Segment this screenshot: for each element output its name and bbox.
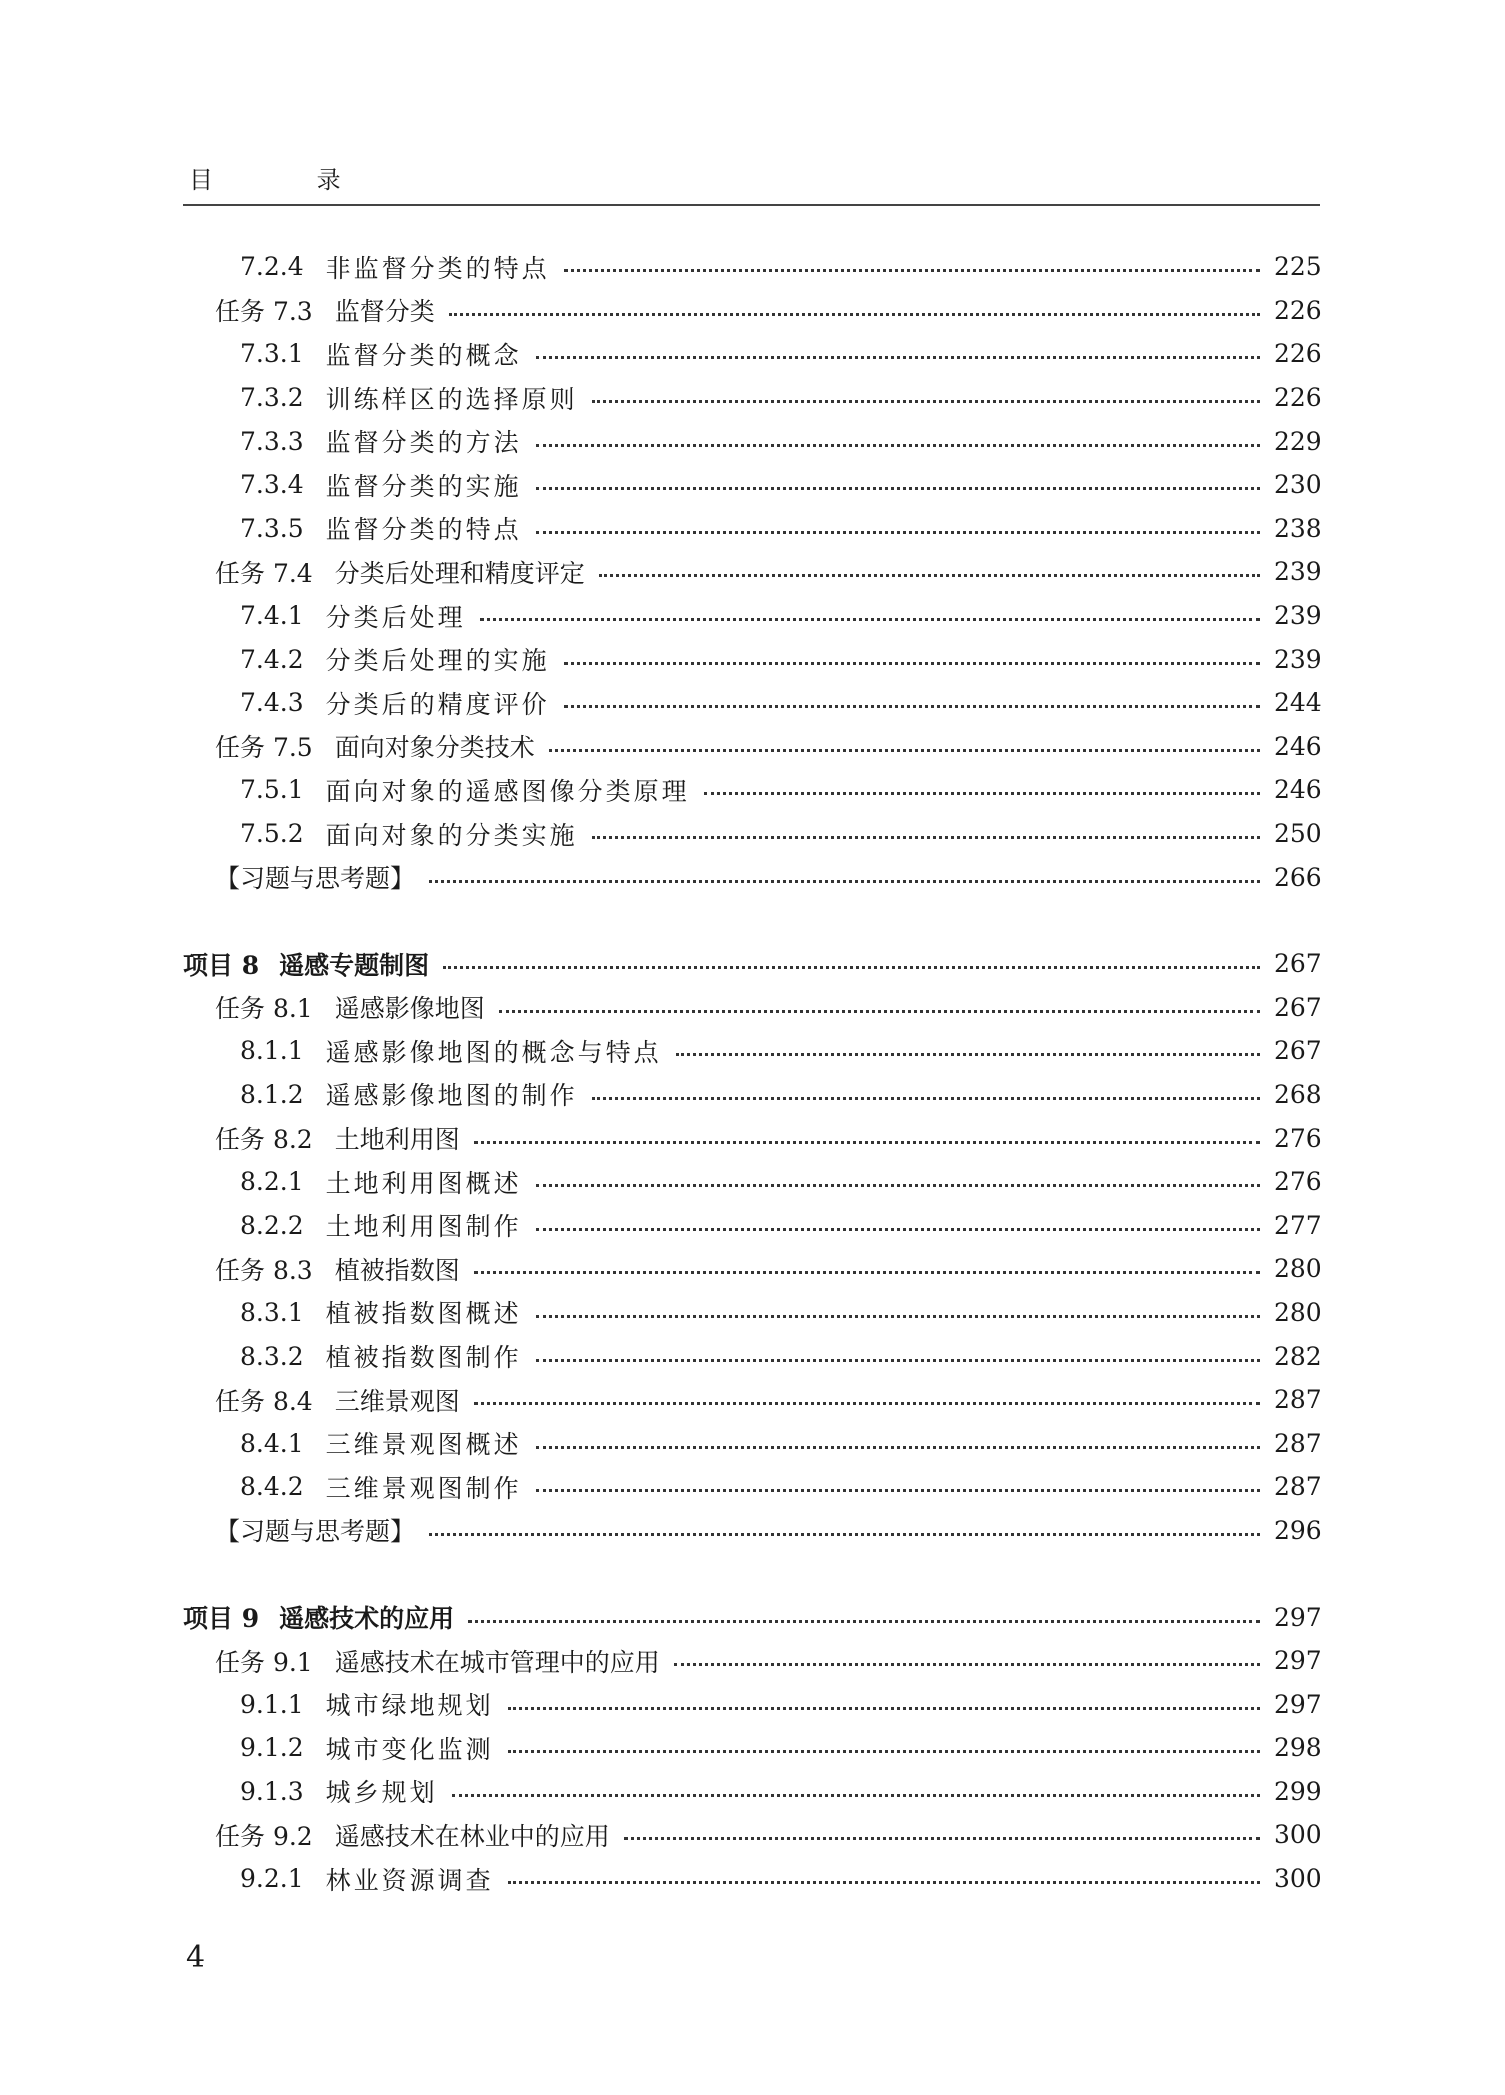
dot-leader (443, 966, 1260, 969)
toc-entry-title: 城乡规划 (325, 1778, 438, 1808)
toc-entry-title: 土地利用图 (334, 1125, 460, 1155)
page-number: 4 (186, 1940, 206, 1975)
toc-entry[interactable] (183, 1116, 1320, 1160)
dot-leader (508, 1750, 1260, 1753)
toc-entry-number: 任务 9.1 (215, 1647, 313, 1677)
toc-entry-title: 植被指数图概述 (325, 1299, 522, 1329)
toc-entry-title: 监督分类的实施 (325, 471, 522, 501)
toc-entry-page: 297 (1274, 1646, 1322, 1676)
toc-entry[interactable] (183, 942, 1320, 986)
dot-leader (508, 1881, 1260, 1884)
dot-leader (536, 356, 1260, 359)
toc-entry-title: 三维景观图制作 (325, 1473, 522, 1503)
toc-entry-page: 226 (1274, 339, 1322, 369)
toc-entry[interactable] (183, 681, 1320, 725)
running-header (183, 160, 1320, 206)
toc-entry-number: 8.1.2 (240, 1079, 304, 1109)
toc-entry-page: 296 (1274, 1515, 1322, 1545)
dot-leader (429, 880, 1260, 883)
dot-leader (536, 1184, 1260, 1187)
toc-entry-title: 遥感影像地图的概念与特点 (325, 1037, 662, 1067)
toc-entry-page: 246 (1274, 731, 1322, 761)
dot-leader (468, 1620, 1260, 1623)
toc-entry-number: 任务 7.5 (215, 733, 313, 763)
toc-entry-page: 276 (1274, 1167, 1322, 1197)
toc-entry[interactable] (183, 1247, 1320, 1291)
toc-entry-page: 297 (1274, 1689, 1322, 1719)
toc-entry[interactable] (183, 289, 1320, 333)
toc-entry-page: 298 (1274, 1733, 1322, 1763)
toc-entry-title: 遥感专题制图 (279, 950, 430, 980)
toc-entry-title: 遥感技术在林业中的应用 (334, 1821, 610, 1851)
toc-entry-number: 7.3.3 (240, 426, 304, 456)
toc-entry[interactable] (183, 1378, 1320, 1422)
toc-entry-number: 8.3.1 (240, 1297, 304, 1327)
toc-entry-title: 土地利用图制作 (325, 1212, 522, 1242)
toc-entry-number: 7.2.4 (240, 252, 304, 282)
toc-entry[interactable] (183, 1813, 1320, 1857)
dot-leader (704, 792, 1260, 795)
toc-entry-page: 229 (1274, 426, 1322, 456)
toc-entry[interactable] (183, 1160, 1320, 1204)
toc-entry[interactable] (183, 245, 1320, 289)
toc-entry-title: 分类后的精度评价 (325, 689, 550, 719)
toc-entry-title: 遥感影像地图的制作 (325, 1081, 578, 1111)
toc-entry[interactable] (183, 463, 1320, 507)
toc-entry-page: 225 (1274, 252, 1322, 282)
toc-entry-title: 遥感技术在城市管理中的应用 (334, 1647, 660, 1677)
toc-entry-number: 任务 8.3 (215, 1255, 313, 1285)
dot-leader (536, 1446, 1260, 1449)
dot-leader (549, 749, 1260, 752)
toc-entry-title: 分类后处理的实施 (325, 646, 550, 676)
dot-leader (624, 1837, 1260, 1840)
toc-entry[interactable] (183, 1639, 1320, 1683)
dot-leader (508, 1707, 1260, 1710)
dot-leader (449, 313, 1260, 316)
toc-entry-page: 267 (1274, 992, 1322, 1022)
toc-entry-number: 8.4.1 (240, 1428, 304, 1458)
toc-entry[interactable] (183, 507, 1320, 551)
dot-leader (536, 1315, 1260, 1318)
toc-entry[interactable] (183, 768, 1320, 812)
toc-entry-number: 7.3.2 (240, 383, 304, 413)
toc-entry-title: 植被指数图制作 (325, 1343, 522, 1373)
toc-entry-title: 监督分类的方法 (325, 428, 522, 458)
toc-entry-number: 任务 9.2 (215, 1821, 313, 1851)
toc-entry[interactable] (183, 637, 1320, 681)
toc-entry-title: 面向对象的遥感图像分类原理 (325, 776, 690, 806)
toc-entry-page: 287 (1274, 1472, 1322, 1502)
dot-leader (474, 1402, 1260, 1405)
toc-entry-page: 276 (1274, 1123, 1322, 1153)
toc-entry-page: 277 (1274, 1210, 1322, 1240)
toc-entry-page: 238 (1274, 513, 1322, 543)
toc-entry-number: 【习题与思考题】 (215, 1517, 416, 1547)
dot-leader (536, 1359, 1260, 1362)
toc-entry-page: 266 (1274, 862, 1322, 892)
toc-entry-number: 任务 7.3 (215, 297, 313, 327)
toc-entry-number: 8.2.1 (240, 1167, 304, 1197)
toc-entry-page: 267 (1274, 1036, 1322, 1066)
toc-entry-title: 面向对象的分类实施 (325, 820, 578, 850)
toc-entry-number: 项目 9 (183, 1604, 260, 1634)
toc-entry-number: 任务 8.4 (215, 1386, 313, 1416)
toc-entry[interactable] (183, 986, 1320, 1030)
toc-entry-title: 分类后处理 (325, 602, 466, 632)
toc-entry-number: 7.3.5 (240, 513, 304, 543)
toc-entry-title: 植被指数图 (334, 1255, 460, 1285)
toc-entry[interactable] (183, 855, 1320, 899)
toc-entry[interactable] (183, 725, 1320, 769)
dot-leader (674, 1663, 1260, 1666)
dot-leader (536, 444, 1260, 447)
toc-entry-page: 239 (1274, 557, 1322, 587)
toc-entry-title: 城市变化监测 (325, 1734, 494, 1764)
toc-entry-number: 7.3.1 (240, 339, 304, 369)
toc-entry-page: 244 (1274, 688, 1322, 718)
toc-entry[interactable] (183, 1509, 1320, 1553)
toc-entry-title: 监督分类的概念 (325, 340, 522, 370)
toc-entry-title: 土地利用图概述 (325, 1168, 522, 1198)
header-title: 目 录 (189, 166, 389, 194)
toc-entry-number: 9.2.1 (240, 1864, 304, 1894)
toc-entry-number: 7.5.1 (240, 775, 304, 805)
dot-leader (564, 269, 1260, 272)
toc-entry[interactable] (183, 1073, 1320, 1117)
dot-leader (480, 618, 1260, 621)
toc-entry-number: 8.4.2 (240, 1472, 304, 1502)
toc-entry[interactable] (183, 594, 1320, 638)
toc-entry[interactable] (183, 1465, 1320, 1509)
toc-entry-page: 267 (1274, 949, 1322, 979)
toc-entry-page: 239 (1274, 644, 1322, 674)
dot-leader (452, 1794, 1260, 1797)
toc-entry-page: 268 (1274, 1079, 1322, 1109)
toc-entry[interactable] (183, 332, 1320, 376)
dot-leader (536, 1489, 1260, 1492)
toc-entry[interactable] (183, 550, 1320, 594)
toc-entry-title: 训练样区的选择原则 (325, 384, 578, 414)
toc-entry-page: 297 (1274, 1602, 1322, 1632)
toc-entry-title: 监督分类 (334, 297, 435, 327)
toc-entry-page: 246 (1274, 775, 1322, 805)
toc-entry-number: 8.2.2 (240, 1210, 304, 1240)
toc-entry-number: 7.4.3 (240, 688, 304, 718)
dot-leader (564, 705, 1260, 708)
toc-entry-number: 7.4.1 (240, 601, 304, 631)
toc-entry-number: 任务 8.1 (215, 994, 313, 1024)
toc-entry-title: 分类后处理和精度评定 (334, 558, 585, 588)
toc-entry[interactable] (183, 812, 1320, 856)
dot-leader (599, 574, 1260, 577)
dot-leader (592, 836, 1260, 839)
toc-entry-number: 8.3.2 (240, 1341, 304, 1371)
toc-entry[interactable] (183, 1029, 1320, 1073)
toc-entry[interactable] (183, 1595, 1320, 1639)
toc-entry[interactable] (183, 1857, 1320, 1901)
toc-entry[interactable] (183, 1203, 1320, 1247)
dot-leader (592, 1097, 1260, 1100)
toc-entry-number: 项目 8 (183, 950, 260, 980)
toc-entry-page: 230 (1274, 470, 1322, 500)
toc-entry[interactable] (183, 1291, 1320, 1335)
toc-entry-number: 9.1.1 (240, 1689, 304, 1719)
toc-entry-title: 遥感技术的应用 (279, 1604, 455, 1634)
toc-entry-title: 面向对象分类技术 (334, 733, 535, 763)
toc-entry-page: 300 (1274, 1864, 1322, 1894)
toc-entry-number: 7.4.2 (240, 644, 304, 674)
toc-entry-page: 287 (1274, 1385, 1322, 1415)
toc-entry-title: 城市绿地规划 (325, 1691, 494, 1721)
toc-entry-page: 299 (1274, 1776, 1322, 1806)
toc-entry-page: 280 (1274, 1297, 1322, 1327)
toc-entry-number: 任务 7.4 (215, 558, 313, 588)
toc-entry-title: 监督分类的特点 (325, 515, 522, 545)
toc-entry[interactable] (183, 1726, 1320, 1770)
toc-entry-page: 287 (1274, 1428, 1322, 1458)
toc-entry[interactable] (183, 1770, 1320, 1814)
dot-leader (592, 400, 1260, 403)
toc-entry-number: 7.5.2 (240, 819, 304, 849)
toc-entry-page: 226 (1274, 295, 1322, 325)
dot-leader (536, 531, 1260, 534)
toc-entry-number: 9.1.3 (240, 1776, 304, 1806)
toc-entry-page: 250 (1274, 819, 1322, 849)
dot-leader (536, 1228, 1260, 1231)
toc-entry-page: 280 (1274, 1254, 1322, 1284)
toc-entry-number: 【习题与思考题】 (215, 864, 416, 894)
toc-entry-title: 三维景观图概述 (325, 1430, 522, 1460)
toc-entry-number: 7.3.4 (240, 470, 304, 500)
toc-entry-page: 282 (1274, 1341, 1322, 1371)
dot-leader (499, 1010, 1260, 1013)
toc-entry-title: 遥感影像地图 (334, 994, 485, 1024)
toc-entry-page: 300 (1274, 1820, 1322, 1850)
table-of-contents (183, 245, 1320, 1900)
toc-entry-title: 林业资源调查 (325, 1865, 494, 1895)
dot-leader (429, 1533, 1260, 1536)
dot-leader (474, 1141, 1260, 1144)
toc-entry[interactable] (183, 1682, 1320, 1726)
toc-entry-page: 226 (1274, 383, 1322, 413)
toc-entry-title: 三维景观图 (334, 1386, 460, 1416)
dot-leader (564, 662, 1260, 665)
toc-entry-page: 239 (1274, 601, 1322, 631)
toc-entry-title: 非监督分类的特点 (325, 253, 550, 283)
toc-entry[interactable] (183, 1421, 1320, 1465)
dot-leader (676, 1053, 1260, 1056)
toc-entry-number: 任务 8.2 (215, 1125, 313, 1155)
toc-entry[interactable] (183, 376, 1320, 420)
dot-leader (474, 1271, 1260, 1274)
toc-entry-number: 8.1.1 (240, 1036, 304, 1066)
dot-leader (536, 487, 1260, 490)
toc-entry[interactable] (183, 419, 1320, 463)
toc-entry-number: 9.1.2 (240, 1733, 304, 1763)
toc-entry[interactable] (183, 1334, 1320, 1378)
